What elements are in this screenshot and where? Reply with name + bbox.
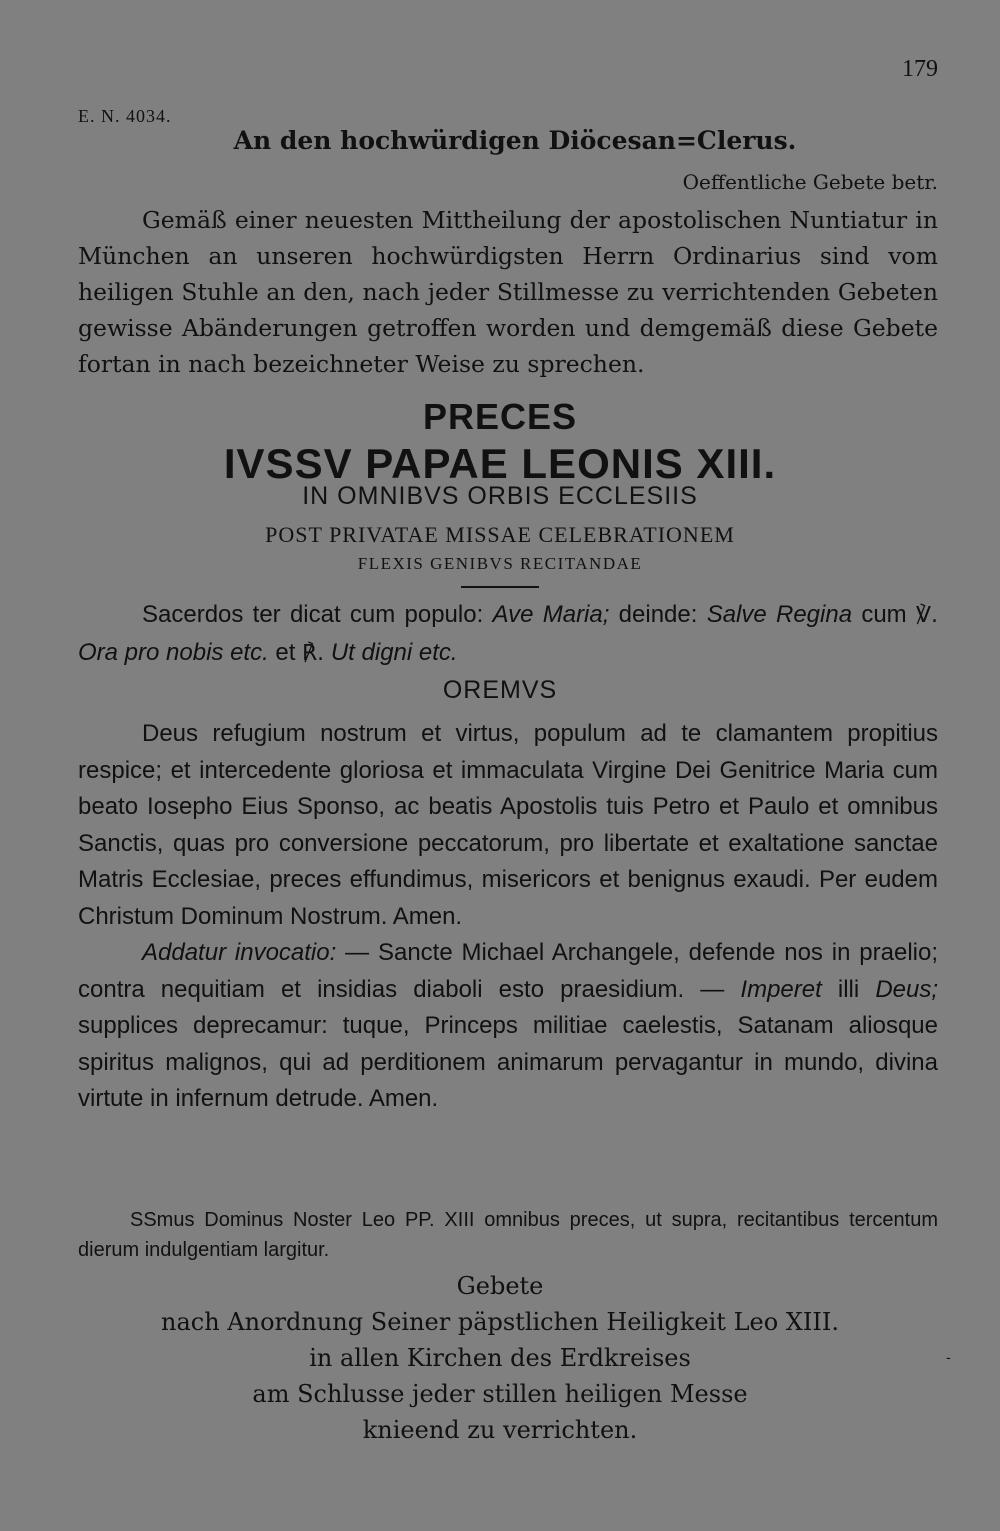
- instruction-ave: Ave Maria;: [492, 601, 610, 628]
- invocation-paragraph: [78, 935, 938, 1118]
- reference-number: E. N. 4034.: [78, 106, 172, 126]
- instruction-text-1: Sacerdos ter dicat cum populo:: [142, 601, 493, 628]
- heading-iussu: IVSSV PAPAE LEONIS XIII.: [223, 440, 777, 487]
- prayer-section: [78, 716, 938, 1118]
- versicle-symbol: ℣.: [915, 603, 938, 628]
- instruction-text-4: et: [268, 638, 303, 666]
- addressee-heading: An den hochwürdigen Diöcesan=Clerus.: [233, 126, 797, 155]
- instruction-paragraph: [78, 597, 938, 672]
- indulgence-text: SSmus Dominus Noster Leo PP. XIII omnibus preces, ut supra, recitantibus tercentum dierum indulgentiam largitur.: [78, 1209, 938, 1261]
- invocation-imperet: Imperet: [740, 975, 822, 1003]
- german-title-line-4: am Schlusse jeder stillen heiligen Messe: [252, 1380, 748, 1408]
- divider-line: [461, 586, 539, 588]
- instruction-salve: Salve Regina: [706, 601, 853, 628]
- page-number: 179: [902, 56, 938, 82]
- german-title-line-5: knieend zu verrichten.: [362, 1416, 638, 1444]
- instruction-text-2: deinde:: [609, 601, 707, 628]
- invocation-text-1: — Sancte Michael Archangele, defende nos in praelio; contra nequitiam et insidias diaboli esto praesidium. —: [78, 939, 938, 1003]
- german-title-line-2: nach Anordnung Seiner päpstlichen Heiligkeit Leo XIII.: [161, 1308, 839, 1336]
- german-title-block: [0, 1268, 1000, 1448]
- heading-omnibus: IN OMNIBVS ORBIS ECCLESIIS: [302, 482, 698, 510]
- prayer-text: Deus refugium nostrum et virtus, populum ad te clamantem propitius respice; et intercedente gloriosa et immaculata Virgine Dei Genitrice Maria cum beato Iosepho Eius Sponso, ac beatis Apostolis tuis Petro et Paulo et omnibus Sanctis, quas pro conversione peccatorum, pro libertate et exaltatione sanctae Matris Ecclesiae, preces effundimus, misericors et benignus exaudi. Per eudem Christum Dominum Nostrum. Amen.: [78, 720, 938, 930]
- oremus-heading: OREMVS: [442, 676, 558, 704]
- heading-flexis: FLEXIS GENIBVS RECITANDAE: [357, 554, 643, 573]
- indulgence-note: [78, 1205, 938, 1265]
- heading-post-missae: POST PRIVATAE MISSAE CELEBRATIONEM: [265, 522, 735, 547]
- german-paragraph: [78, 202, 938, 382]
- german-title-line-3: in allen Kirchen des Erdkreises: [309, 1344, 691, 1372]
- heading-preces: PRECES: [422, 396, 578, 437]
- response-symbol: ℟.: [302, 640, 325, 666]
- invocation-addatur: Addatur invocatio:: [142, 939, 337, 966]
- german-paragraph-text: Gemäß einer neuesten Mittheilung der apostolischen Nuntiatur in München an unseren hochwürdigsten Herrn Ordinarius sind vom heiligen Stuhle an den, nach jeder Stillmesse zu verrichtenden Gebeten gewisse Abänderungen getroffen worden und demgemäß diese Gebete fortan in nach bezeichneter Weise zu sprechen.: [78, 206, 938, 378]
- invocation-text-2: supplices deprecamur: tuque, Princeps militiae caelestis, Satanam aliosque spiritus malignos, qui ad perditionem animarum pervagantur in mundo, divina virtute in infernum detrude. Amen.: [78, 1012, 938, 1112]
- margin-mark: -: [946, 1350, 951, 1366]
- invocation-illi: illi: [821, 975, 876, 1003]
- invocation-deus: Deus;: [875, 975, 939, 1003]
- subject-line: Oeffentliche Gebete betr.: [682, 170, 938, 194]
- instruction-ora: Ora pro nobis etc.: [78, 638, 269, 666]
- instruction-ut: Ut digni etc.: [324, 638, 458, 666]
- german-title-line-1: Gebete: [456, 1272, 544, 1300]
- instruction-text-3: cum: [852, 601, 916, 628]
